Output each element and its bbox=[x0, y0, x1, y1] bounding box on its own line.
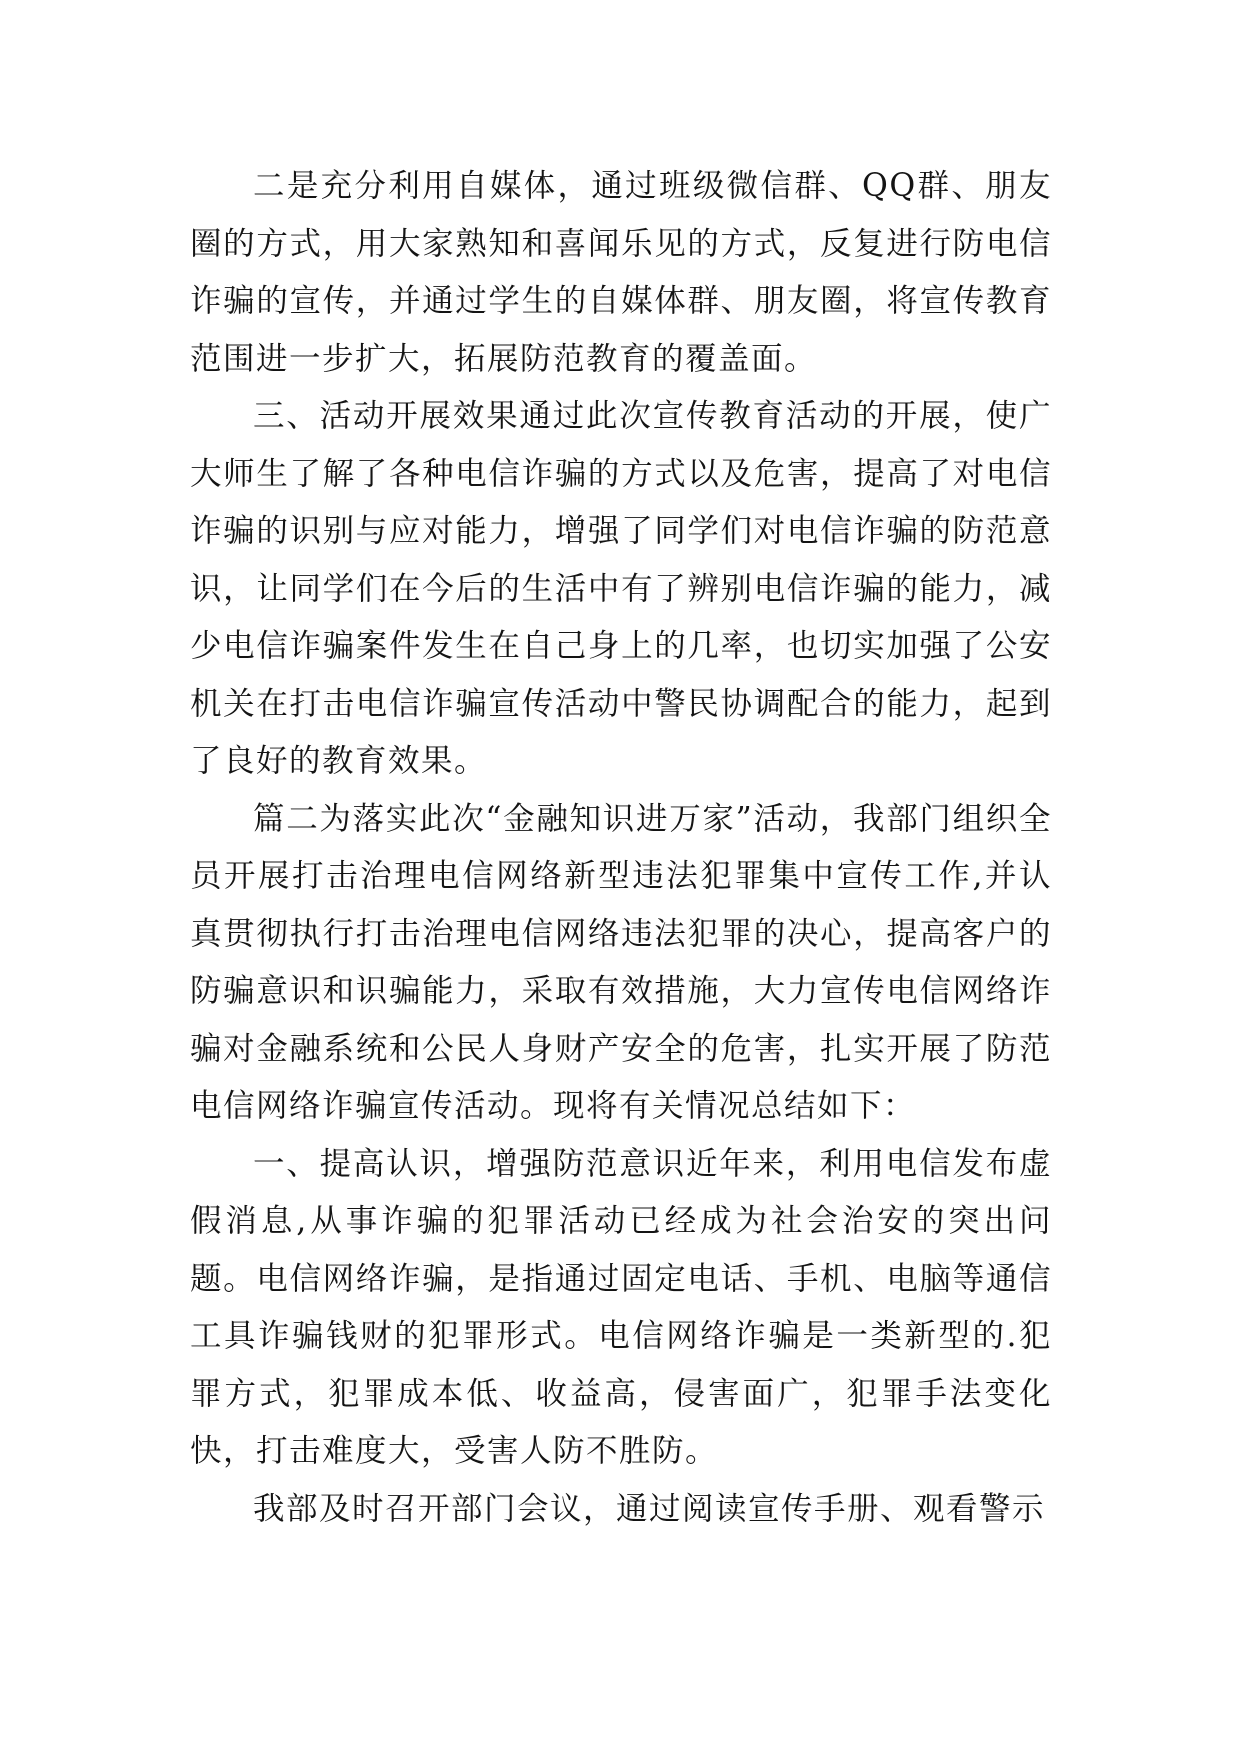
paragraph-self-media: 二是充分利用自媒体，通过班级微信群、QQ群、朋友圈的方式，用大家熟知和喜闻乐见的方式，反复进行防电信诈骗的宣传，并通过学生的自媒体群、朋友圈，将宣传教育范围进一步扩大，拓展防范教育的覆盖面。 bbox=[190, 168, 1052, 377]
paragraph-part-two-intro: 篇二为落实此次“金融知识进万家”活动，我部门组织全员开展打击治理电信网络新型违法犯罪集中宣传工作,并认真贯彻执行打击治理电信网络违法犯罪的决心，提高客户的防骗意识和识骗能力，采取有效措施，大力宣传电信网络诈骗对金融系统和公民人身财产安全的危害，扎实开展了防范电信网络诈骗宣传活动。现将有关情况总结如下： bbox=[190, 800, 1052, 1124]
document-body bbox=[190, 158, 1052, 1538]
paragraph-department-meeting: 我部及时召开部门会议，通过阅读宣传手册、观看警示 bbox=[253, 1490, 1046, 1527]
paragraph-raise-awareness: 一、提高认识，增强防范意识近年来，利用电信发布虚假消息,从事诈骗的犯罪活动已经成为社会治安的突出问题。电信网络诈骗，是指通过固定电话、手机、电脑等通信工具诈骗钱财的犯罪形式。电信网络诈骗是一类新型的.犯罪方式，犯罪成本低、收益高，侵害面广，犯罪手法变化快，打击难度大，受害人防不胜防。 bbox=[190, 1145, 1052, 1469]
paragraph-activity-results: 三、活动开展效果通过此次宣传教育活动的开展，使广大师生了解了各种电信诈骗的方式以及危害，提高了对电信诈骗的识别与应对能力，增强了同学们对电信诈骗的防范意识，让同学们在今后的生活中有了辨别电信诈骗的能力，减少电信诈骗案件发生在自己身上的几率，也切实加强了公安机关在打击电信诈骗宣传活动中警民协调配合的能力，起到了良好的教育效果。 bbox=[190, 398, 1052, 779]
